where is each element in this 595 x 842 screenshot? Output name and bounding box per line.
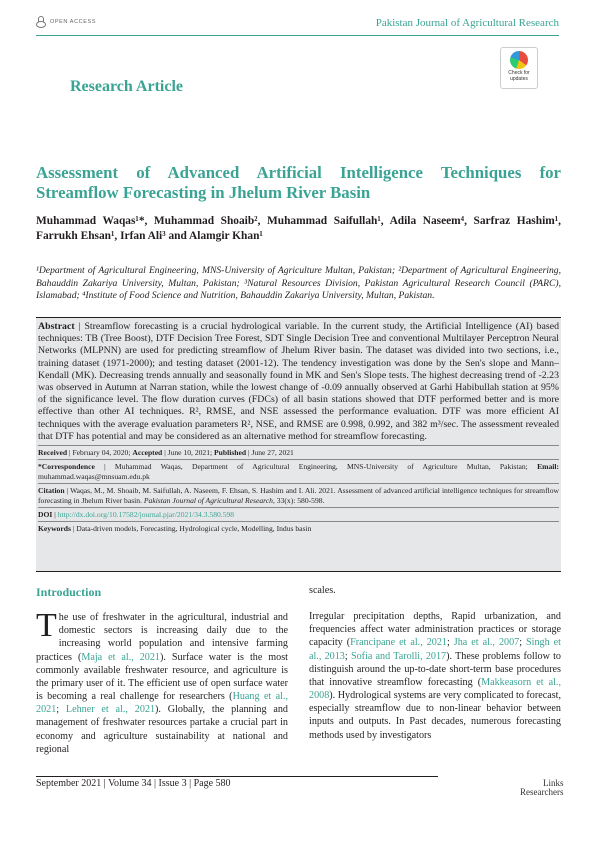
abstract-text: Streamflow forecasting is a crucial hydrological variable. In the current study, the Artificial Intelligence (AI) based techniques: TB (Tree Boost), DTF Decision Tree Forest, SDT Single Decision Tree and conventional Multilayer Perceptron Neural Networks (MLPNN) are used for predicting streamflow of Jhelum River basin. The dataset was divided into two sections, i.e., training dataset (1971-2000); and testing dataset (2001-12). The tendency investigation was done by the Sen's slope and Mann–Kendall (MK). Decreasing trends annually and seasonally found in MK and Sen's Slope tests. The highest decreasing trend of -2.23 was observed in Autumn at Narran station, while the lowest change of -0.09 annually observed at Garhi Habibullah station at 95% of the significance level. The flow duration curves (FDCs) of all basin stations showed that DTF performed better and is more effective than other AI techniques. R², RMSE, and NSE assessed the performance evaluation. DTF was more efficient AI techniques with the average evaluation parameters R², NSE, and RMSE are 0.998, 0.992, and 382 m³/sec. The assessment revealed that DTF has potential and may be considered as an alternative method for streamflow forecasting. (38, 321, 559, 442)
crossmark-icon (510, 51, 528, 69)
correspondence-email[interactable]: muhammad.waqas@mnsuam.edu.pk (38, 471, 150, 481)
abstract: Abstract | Streamflow forecasting is a crucial hydrological variable. In the current study, the Artificial Intelligence (AI) based techniques: TB (Tree Boost), DTF Decision Tree Forest, SDT Single Decision Tree and conventional Multilayer Perceptron Neural Networks (MLPNN) are used for predicting streamflow of Jhelum River basin. The dataset was divided into two sections, i.e., training dataset (1971-2000); and testing dataset (2001-12). The tendency investigation was done by the Sen's slope and Mann–Kendall (MK). Decreasing trends annually and seasonally found in MK and Sen's Slope tests. The highest decreasing trend of -2.23 was observed in Autumn at Narran station, while the lowest change of -0.09 annually observed at Garhi Habibullah station at 95% of the significance level. The flow duration curves (FDCs) of all basin stations showed that DTF performed better and is more effective than other AI techniques. R², RMSE, and NSE assessed the performance evaluation. DTF was more efficient AI techniques with the average evaluation parameters R², NSE, and RMSE are 0.998, 0.992, and 382 m³/sec. The assessment revealed that DTF has potential and may be considered as an alternative method for streamflow forecasting. (38, 321, 559, 442)
check-updates-line2: updates (510, 75, 528, 82)
citation-link[interactable]: Sofia and Tarolli, 2017 (350, 650, 447, 662)
open-access-logo (36, 16, 96, 28)
open-access-lock-icon (36, 16, 46, 28)
abstract-label: Abstract (38, 321, 75, 332)
author-list: Muhammad Waqas¹*, Muhammad Shoaib², Muhammad Saifullah¹, Adila Naseem⁴, Sarfraz Hashim¹, Farrukh Ehsan¹, Irfan Ali³ and Alamgir Khan¹ (36, 215, 561, 242)
publisher-logo: Links Researchers (520, 778, 564, 797)
doi-link[interactable]: http://dx.doi.org/10.17582/journal.pjar/2021/34.3.580.598 (57, 510, 235, 520)
header-divider (36, 35, 559, 36)
correspondence: *Correspondence | Muhammad Waqas, Department of Agricultural Engineering, MNS-University of Agriculture Multan, Pakistan; Email: muhammad.waqas@mnsuam.edu.pk (38, 459, 559, 481)
footer-divider (36, 776, 438, 777)
page-footer: September 2021 | Volume 34 | Issue 3 | Page 580 (36, 778, 231, 789)
check-updates-line1: Check for (508, 70, 530, 76)
citation-link[interactable]: Maja et al., 2021 (81, 651, 160, 663)
citation-link[interactable]: Jha et al., 2007 (453, 637, 520, 649)
keywords: Keywords | Data-driven models, Forecasting, Hydrological cycle, Modelling, Indus basin (38, 521, 559, 533)
article-type: Research Article (70, 78, 183, 95)
intro-paragraph-continued: scales. (309, 585, 336, 596)
citation-link[interactable]: Huang et al., 2021 (36, 691, 289, 716)
citation: Citation | Waqas, M., M. Shoaib, M. Saifullah, A. Naseem, F. Ehsan, S. Hashim and I. Ali. 2021. Assessment of advanced artificial intelligence techniques for streamflow forecasting in Jhelum River basin. Pakistan Journal of Agricultural Research, 33(x): 580-598. (38, 483, 559, 505)
intro-paragraph-1: The use of freshwater in the agricultural, industrial and domestic sectors is increasing daily due to the increasing world population and intensive farming practices (Maja et al., 2021). Surface water is the most commonly available freshwater resource, and agriculture is the primary user of it. The efficient use of open surface water is becoming a real challenge for researchers (Huang et al., 2021; Lehner et al., 2021). Globally, the planning and management of freshwater resources partake a crucial part in economy and agriculture sustainability at national and regional (36, 607, 289, 755)
intro-paragraph-2: Irregular precipitation depths, Rapid urbanization, and frequencies affect water administration practices or storage capacity (Francipane et al., 2021; Jha et al., 2007; Singh et al., 2013; Sofia and Tarolli, 2017). These problems follow to distinguish around the up-to-date short-term base procedures that innovative streamflow forecasting (Makkeasorn et al., 2008). Hydrological systems are very complicated to forecast, especially streamflow due to non-linear behavior between inputs and outputs. In Past decades, numerous forecasting methods used by investigators (309, 611, 561, 741)
citation-link[interactable]: Singh et al., 2013 (309, 637, 561, 662)
article-title: Assessment of Advanced Artificial Intelligence Techniques for Streamflow Forecasting in Jhelum River Basin (36, 163, 561, 202)
affiliations: ¹Department of Agricultural Engineering, MNS-University of Agriculture Multan, Pakistan; ²Department of Agricultural Engineering, Bahauddin Zakariya University, Multan, Pakistan; ³Natural Resources Division, Pakistan Agricultural Research Council (PARC), Islamabad; ⁴Institute of Food Science and Nutrition, Bahauddin Zakariya University, Multan, Pakistan. (36, 265, 561, 301)
section-heading-introduction: Introduction (36, 585, 102, 599)
body-left-column (36, 584, 288, 756)
check-for-updates-badge[interactable] (500, 47, 538, 89)
journal-name[interactable]: Pakistan Journal of Agricultural Research (375, 17, 559, 29)
abstract-box (36, 317, 561, 572)
body-right-column (309, 584, 561, 742)
drop-cap: T (36, 607, 57, 645)
doi: DOI | http://dx.doi.org/10.17582/journal.pjar/2021/34.3.580.598 (38, 507, 559, 519)
citation-link[interactable]: Lehner et al., 2021 (65, 704, 156, 716)
article-dates: Received | February 04, 2020; Accepted | June 10, 2021; Published | June 27, 2021 (38, 445, 559, 457)
citation-link[interactable]: Francipane et al., 2021 (350, 637, 447, 649)
open-access-label: OPEN ACCESS (50, 19, 97, 25)
citation-link[interactable]: Makkeasorn et al., 2008 (309, 676, 561, 702)
